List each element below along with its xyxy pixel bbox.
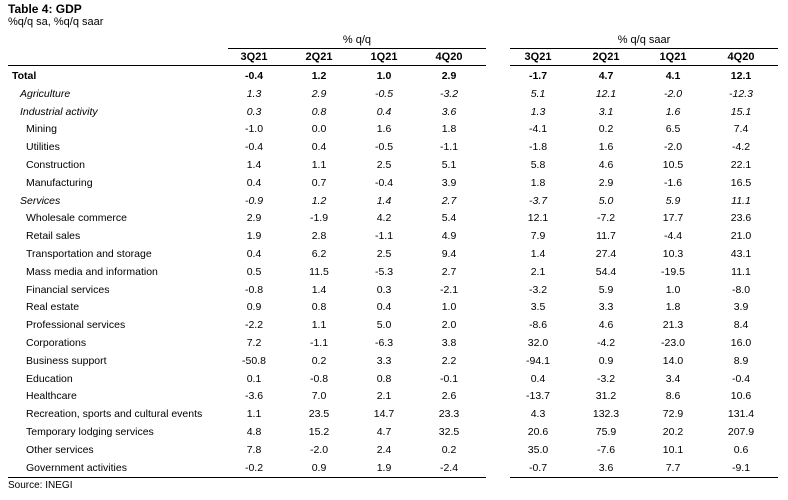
- cell-saar: 20.6: [527, 425, 549, 438]
- cell-saar: 1.3: [530, 105, 546, 118]
- cell-saar: 10.5: [662, 158, 684, 171]
- header-rule-right: [510, 65, 778, 66]
- cell-saar: 1.4: [530, 247, 546, 260]
- cell-qq: 1.2: [311, 70, 327, 82]
- cell-qq: -0.5: [374, 87, 394, 100]
- cell-saar: 7.9: [530, 230, 546, 243]
- cell-saar: 1.8: [530, 176, 546, 189]
- cell-qq: 1.1: [246, 408, 262, 421]
- cell-saar: -3.2: [596, 372, 616, 385]
- cell-saar: 6.5: [665, 123, 681, 136]
- cell-qq: 5.0: [376, 319, 392, 332]
- cell-saar: 1.6: [665, 105, 681, 118]
- cell-qq: -0.1: [439, 372, 459, 385]
- cell-qq: 0.5: [246, 265, 262, 278]
- col-header-saar-3q21: 3Q21: [524, 51, 552, 63]
- cell-saar: 3.5: [530, 301, 546, 314]
- table-row: [0, 228, 788, 246]
- cell-qq: 2.9: [246, 212, 262, 225]
- row-label: Transportation and storage: [26, 247, 152, 260]
- cell-saar: 72.9: [662, 408, 684, 421]
- row-label: Wholesale commerce: [26, 212, 127, 225]
- cell-saar: 10.6: [730, 390, 752, 403]
- cell-qq: 1.8: [441, 123, 457, 136]
- cell-qq: 0.4: [246, 176, 262, 189]
- cell-qq: 1.6: [376, 123, 392, 136]
- cell-qq: -0.8: [309, 372, 329, 385]
- cell-qq: 2.6: [441, 390, 457, 403]
- cell-qq: 0.3: [246, 105, 262, 118]
- cell-qq: 0.9: [246, 301, 262, 314]
- cell-saar: 12.1: [527, 212, 549, 225]
- cell-saar: 0.2: [598, 123, 614, 136]
- cell-saar: 5.8: [530, 158, 546, 171]
- cell-saar: 3.3: [598, 301, 614, 314]
- cell-saar: 12.1: [730, 70, 752, 82]
- table-row: [0, 442, 788, 460]
- table-row: [0, 246, 788, 264]
- col-header-saar-4q20: 4Q20: [727, 51, 755, 63]
- cell-saar: 132.3: [592, 408, 620, 421]
- row-label: Financial services: [26, 283, 110, 296]
- cell-saar: 3.1: [598, 105, 614, 118]
- row-label: Manufacturing: [26, 176, 93, 189]
- cell-qq: 0.8: [311, 301, 327, 314]
- cell-saar: 31.2: [595, 390, 617, 403]
- group-header-saar: % q/q saar: [617, 34, 671, 46]
- cell-saar: -0.7: [528, 461, 548, 474]
- cell-saar: 11.7: [596, 230, 616, 243]
- col-header-qq-1q21: 1Q21: [370, 51, 398, 63]
- cell-qq: 1.1: [311, 319, 327, 332]
- cell-qq: 2.5: [376, 158, 392, 171]
- col-header-qq-3q21: 3Q21: [240, 51, 268, 63]
- group-underline-saar: [510, 48, 778, 49]
- cell-saar: -3.2: [528, 283, 548, 296]
- bottom-rule-right: [510, 477, 778, 478]
- cell-saar: 14.0: [662, 354, 684, 367]
- cell-saar: 0.4: [530, 372, 546, 385]
- cell-qq: 9.4: [441, 247, 457, 260]
- cell-saar: 32.0: [527, 336, 549, 349]
- row-label: Professional services: [26, 319, 126, 332]
- row-label: Agriculture: [20, 87, 71, 100]
- cell-qq: 0.2: [311, 354, 327, 367]
- cell-saar: 3.4: [665, 372, 681, 385]
- cell-qq: -2.1: [439, 283, 459, 296]
- cell-qq: 4.8: [246, 425, 262, 438]
- row-label: Education: [26, 372, 73, 385]
- cell-qq: 5.1: [441, 158, 457, 171]
- cell-saar: 3.9: [733, 301, 749, 314]
- cell-qq: 7.8: [246, 443, 262, 456]
- cell-qq: 1.4: [376, 194, 392, 207]
- row-label: Real estate: [26, 301, 80, 314]
- row-label: Total: [12, 70, 37, 82]
- cell-saar: 4.6: [598, 158, 614, 171]
- cell-saar: 5.9: [598, 283, 614, 296]
- row-label: Services: [20, 194, 61, 207]
- row-label: Healthcare: [26, 390, 77, 403]
- cell-qq: 23.3: [438, 408, 460, 421]
- cell-saar: -2.0: [663, 87, 683, 100]
- cell-qq: -5.3: [374, 265, 394, 278]
- cell-saar: -8.6: [528, 319, 548, 332]
- table-row: [0, 68, 788, 86]
- table-row: [0, 282, 788, 300]
- cell-qq: 14.7: [373, 408, 395, 421]
- cell-qq: 1.4: [311, 283, 327, 296]
- cell-saar: -19.5: [661, 265, 685, 278]
- table-row: [0, 406, 788, 424]
- cell-qq: 1.2: [311, 194, 327, 207]
- table-row: [0, 335, 788, 353]
- row-label: Construction: [26, 158, 85, 171]
- cell-saar: -8.0: [731, 283, 751, 296]
- cell-qq: -0.2: [244, 461, 264, 474]
- cell-qq: -0.4: [374, 176, 394, 189]
- cell-saar: 22.1: [730, 158, 752, 171]
- cell-qq: -1.0: [244, 123, 264, 136]
- cell-saar: 10.1: [662, 443, 684, 456]
- table-row: [0, 317, 788, 335]
- cell-qq: 2.4: [376, 443, 392, 456]
- cell-qq: 3.6: [441, 105, 457, 118]
- cell-qq: 5.4: [441, 212, 457, 225]
- cell-saar: 0.9: [598, 354, 614, 367]
- cell-qq: -0.4: [244, 70, 264, 82]
- cell-qq: -6.3: [374, 336, 394, 349]
- cell-qq: 2.2: [441, 354, 457, 367]
- row-label: Mass media and information: [26, 265, 158, 278]
- cell-qq: 1.4: [246, 158, 262, 171]
- cell-qq: 1.9: [376, 461, 392, 474]
- cell-qq: 3.3: [376, 354, 392, 367]
- row-label: Other services: [26, 443, 94, 456]
- cell-qq: 0.4: [376, 105, 392, 118]
- table-row: [0, 424, 788, 442]
- table-title: Table 4: GDP: [8, 2, 82, 16]
- cell-saar: -4.2: [596, 336, 616, 349]
- cell-saar: 54.4: [595, 265, 617, 278]
- cell-qq: 32.5: [438, 425, 460, 438]
- cell-qq: -1.1: [374, 230, 394, 243]
- cell-qq: 0.4: [246, 247, 262, 260]
- cell-saar: 4.3: [530, 408, 546, 421]
- cell-saar: 1.6: [598, 141, 614, 154]
- cell-qq: 2.9: [311, 87, 327, 100]
- cell-saar: 75.9: [595, 425, 617, 438]
- table-row: [0, 299, 788, 317]
- cell-qq: 2.0: [441, 319, 457, 332]
- col-header-qq-4q20: 4Q20: [435, 51, 463, 63]
- cell-saar: 2.1: [530, 265, 546, 278]
- cell-saar: -4.4: [663, 230, 683, 243]
- cell-saar: 12.1: [595, 87, 617, 100]
- cell-qq: 2.7: [441, 265, 457, 278]
- cell-saar: 5.1: [530, 87, 546, 100]
- cell-qq: 1.3: [246, 87, 262, 100]
- cell-saar: -23.0: [661, 336, 685, 349]
- col-header-saar-1q21: 1Q21: [659, 51, 687, 63]
- cell-qq: -0.5: [374, 141, 394, 154]
- cell-qq: 0.2: [441, 443, 457, 456]
- row-label: Retail sales: [26, 230, 81, 243]
- cell-saar: 23.6: [730, 212, 752, 225]
- cell-saar: -94.1: [526, 354, 550, 367]
- cell-qq: -1.9: [309, 212, 329, 225]
- cell-qq: 1.0: [441, 301, 457, 314]
- cell-qq: 4.2: [376, 212, 392, 225]
- cell-saar: 16.5: [730, 176, 752, 189]
- cell-saar: -4.1: [528, 123, 548, 136]
- cell-qq: 0.8: [311, 105, 327, 118]
- cell-qq: 2.8: [311, 230, 327, 243]
- cell-qq: 1.1: [311, 158, 327, 171]
- cell-saar: 21.3: [662, 319, 684, 332]
- cell-qq: -50.8: [242, 354, 266, 367]
- table-row: [0, 353, 788, 371]
- cell-qq: 7.0: [311, 390, 327, 403]
- cell-qq: 11.5: [309, 265, 329, 278]
- bottom-rule-left: [8, 477, 486, 478]
- cell-saar: 20.2: [662, 425, 684, 438]
- cell-qq: -0.4: [244, 141, 264, 154]
- cell-saar: 1.8: [665, 301, 681, 314]
- cell-saar: 4.7: [598, 70, 614, 82]
- table-row: [0, 175, 788, 193]
- cell-saar: 2.9: [598, 176, 614, 189]
- table-row: [0, 86, 788, 104]
- cell-saar: 5.0: [598, 194, 614, 207]
- cell-saar: 35.0: [527, 443, 549, 456]
- table-row: [0, 193, 788, 211]
- cell-qq: 0.1: [246, 372, 262, 385]
- table-body: [0, 68, 788, 477]
- cell-qq: 7.2: [246, 336, 262, 349]
- cell-qq: 23.5: [308, 408, 330, 421]
- cell-saar: 17.7: [662, 212, 684, 225]
- cell-qq: -0.8: [244, 283, 264, 296]
- cell-qq: -3.2: [439, 87, 459, 100]
- cell-saar: -3.7: [528, 194, 548, 207]
- cell-saar: -4.2: [731, 141, 751, 154]
- cell-qq: 2.7: [441, 194, 457, 207]
- row-label: Temporary lodging services: [26, 425, 154, 438]
- cell-saar: -1.8: [528, 141, 548, 154]
- table-row: [0, 157, 788, 175]
- cell-saar: 7.7: [665, 461, 681, 474]
- cell-qq: 0.4: [376, 301, 392, 314]
- table-subtitle: %q/q sa, %q/q saar: [8, 16, 104, 28]
- cell-qq: 4.7: [376, 425, 392, 438]
- cell-saar: 4.6: [598, 319, 614, 332]
- cell-qq: 6.2: [311, 247, 327, 260]
- cell-saar: 131.4: [727, 408, 755, 421]
- cell-saar: 21.0: [730, 230, 752, 243]
- cell-qq: 3.9: [441, 176, 457, 189]
- cell-qq: -0.9: [244, 194, 264, 207]
- table-row: [0, 210, 788, 228]
- cell-saar: -1.7: [528, 70, 548, 82]
- cell-qq: 3.8: [441, 336, 457, 349]
- table-row: [0, 139, 788, 157]
- table-row: [0, 371, 788, 389]
- cell-saar: -2.0: [663, 141, 683, 154]
- cell-saar: 11.1: [731, 265, 751, 278]
- cell-saar: 5.9: [665, 194, 681, 207]
- cell-saar: 0.6: [733, 443, 749, 456]
- cell-qq: 2.1: [376, 390, 392, 403]
- cell-saar: 8.4: [733, 319, 749, 332]
- cell-qq: 1.0: [376, 70, 392, 82]
- cell-saar: 15.1: [730, 105, 752, 118]
- col-header-saar-2q21: 2Q21: [592, 51, 620, 63]
- cell-saar: -1.6: [663, 176, 683, 189]
- cell-saar: -7.6: [596, 443, 616, 456]
- col-header-qq-2q21: 2Q21: [305, 51, 333, 63]
- row-label: Corporations: [26, 336, 87, 349]
- cell-saar: 16.0: [730, 336, 752, 349]
- cell-qq: -2.4: [439, 461, 459, 474]
- cell-saar: 27.4: [595, 247, 617, 260]
- cell-qq: 0.0: [311, 123, 327, 136]
- group-header-qq: % q/q: [342, 34, 372, 46]
- cell-qq: 0.9: [311, 461, 327, 474]
- cell-qq: 0.8: [376, 372, 392, 385]
- row-label: Industrial activity: [20, 105, 98, 118]
- cell-qq: -2.2: [244, 319, 264, 332]
- cell-qq: 1.9: [246, 230, 262, 243]
- cell-saar: -12.3: [729, 87, 753, 100]
- table-row: [0, 388, 788, 406]
- cell-qq: -1.1: [309, 336, 329, 349]
- cell-qq: 0.7: [311, 176, 327, 189]
- cell-saar: 3.6: [598, 461, 614, 474]
- table-row: [0, 121, 788, 139]
- cell-qq: 2.9: [441, 70, 457, 82]
- cell-saar: 207.9: [727, 425, 755, 438]
- row-label: Utilities: [26, 141, 60, 154]
- cell-saar: -9.1: [731, 461, 751, 474]
- cell-saar: -7.2: [596, 212, 616, 225]
- group-underline-qq: [228, 48, 486, 49]
- header-rule-left: [8, 65, 486, 66]
- row-label: Government activities: [26, 461, 127, 474]
- cell-saar: 10.3: [662, 247, 684, 260]
- cell-saar: 8.6: [665, 390, 681, 403]
- cell-saar: -13.7: [526, 390, 550, 403]
- cell-qq: 2.5: [376, 247, 392, 260]
- table-row: [0, 104, 788, 122]
- cell-saar: -0.4: [731, 372, 751, 385]
- cell-qq: 0.4: [311, 141, 327, 154]
- cell-saar: 1.0: [665, 283, 681, 296]
- cell-saar: 4.1: [665, 70, 681, 82]
- cell-qq: 4.9: [441, 230, 457, 243]
- row-label: Recreation, sports and cultural events: [26, 408, 203, 421]
- cell-qq: -3.6: [244, 390, 264, 403]
- cell-saar: 43.1: [730, 247, 752, 260]
- cell-qq: 15.2: [308, 425, 330, 438]
- cell-saar: 8.9: [733, 354, 749, 367]
- source-note: Source: INEGI: [8, 480, 73, 491]
- row-label: Mining: [26, 123, 57, 136]
- cell-saar: 7.4: [733, 123, 749, 136]
- cell-qq: -1.1: [439, 141, 459, 154]
- table-row: [0, 460, 788, 478]
- row-label: Business support: [26, 354, 107, 367]
- cell-qq: 0.3: [376, 283, 392, 296]
- cell-qq: -2.0: [309, 443, 329, 456]
- cell-saar: 11.1: [731, 194, 751, 207]
- table-row: [0, 264, 788, 282]
